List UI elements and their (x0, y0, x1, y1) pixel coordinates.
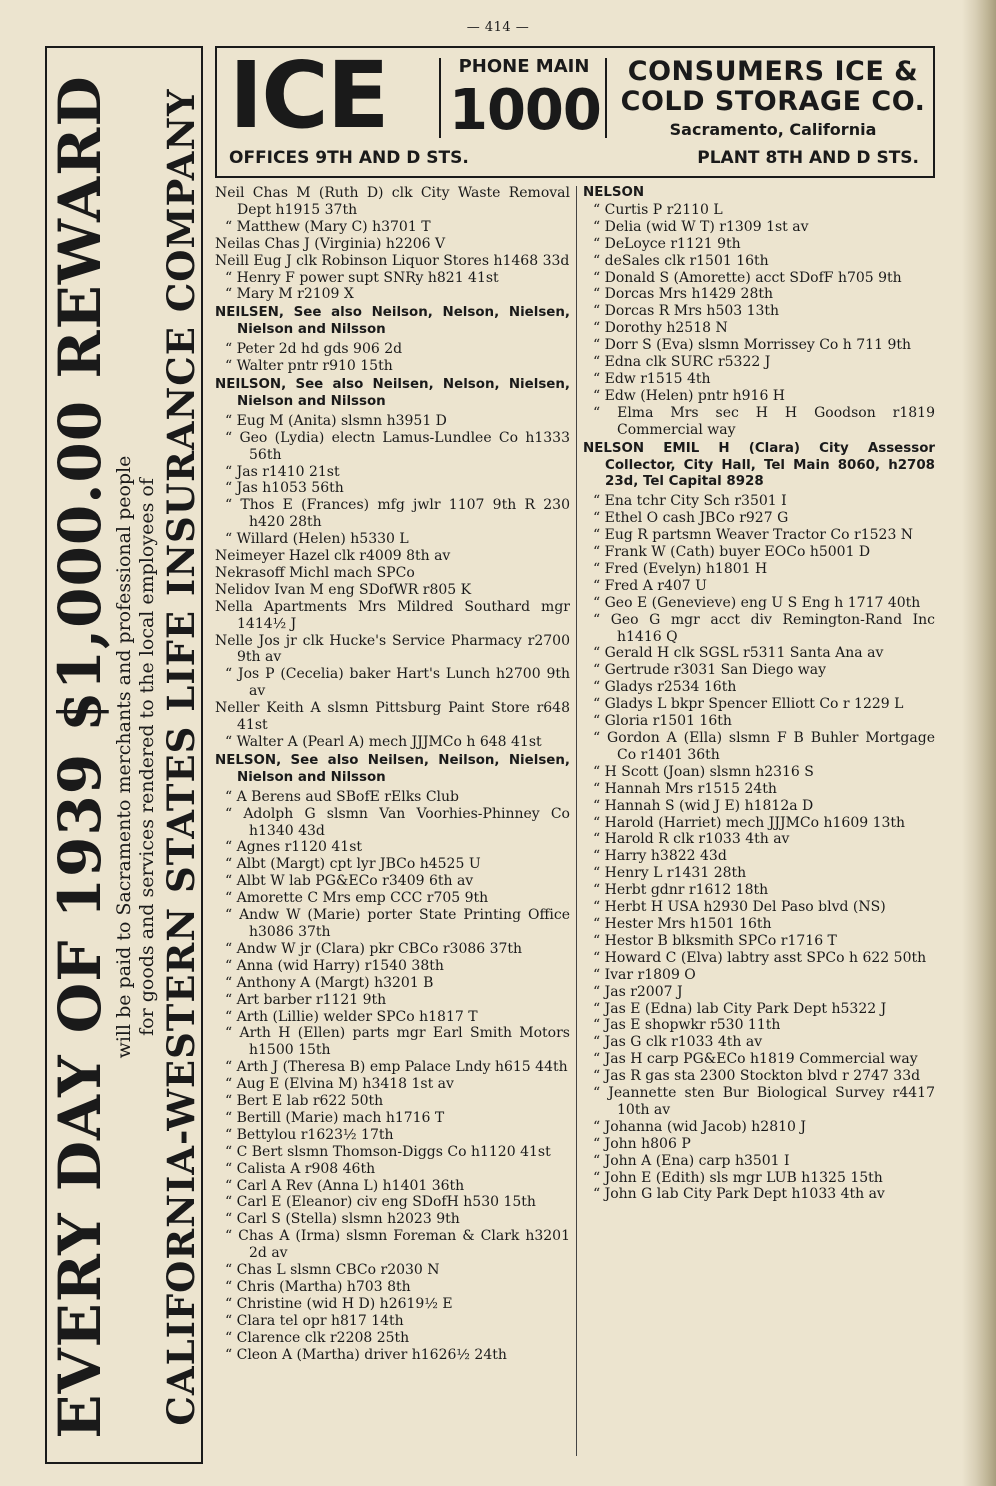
directory-entry: “ Gertrude r3031 San Diego way (593, 662, 827, 679)
directory-entry: “ Carl A Rev (Anna L) h1401 36th (225, 1177, 465, 1194)
directory-entry: “ Christine (wid H D) h2619½ E (225, 1295, 453, 1312)
directory-entry: “ Albt (Margt) cpt lyr JBCo h4525 U (225, 856, 481, 873)
side-ad-line-2: will be paid to Sacramento merchants and professional people (112, 455, 135, 1059)
directory-entry: “ Dorothy h2518 N (593, 320, 728, 337)
page-edge-shadow (962, 0, 996, 1486)
directory-heading: NELSON EMIL H (Clara) City Assessor Collector, City Hall, Tel Main 8060, h2708 23d, Tel Capital 8928 (583, 440, 935, 490)
directory-column-right (583, 185, 935, 1203)
side-ad-headline: EVERY DAY OF 1939 $1,000.00 REWARD (46, 75, 115, 1439)
directory-entry: “ Chas L slsmn CBCo r2030 N (225, 1262, 440, 1279)
directory-entry: “ C Bert slsmn Thomson-Diggs Co h1120 41st (225, 1143, 551, 1160)
directory-entry: “ Eug M (Anita) slsmn h3951 D (225, 412, 447, 429)
directory-heading: NELSON, See also Neilsen, Neilson, Nielsen, Nielson and Nilsson (215, 752, 570, 785)
directory-entry: “ Peter 2d hd gds 906 2d (225, 341, 403, 358)
directory-entry: “ Donald S (Amorette) acct SDofF h705 9th (593, 269, 902, 286)
directory-heading: NEILSEN, See also Neilson, Nelson, Nielsen, Nielson and Nilsson (215, 305, 570, 338)
directory-entry: “ Hannah Mrs r1515 24th (593, 780, 777, 797)
directory-entry: Neilas Chas J (Virginia) h2206 V (215, 235, 446, 252)
directory-entry: “ Andw W jr (Clara) pkr CBCo r3086 37th (225, 940, 523, 957)
directory-entry: “ Jeannette sten Bur Biological Survey r4417 10th av (593, 1085, 935, 1118)
directory-entry: “ Clarence clk r2208 25th (225, 1329, 410, 1346)
directory-entry: “ H Scott (Joan) slsmn h2316 S (593, 763, 814, 780)
directory-entry: “ Clara tel opr h817 14th (225, 1312, 404, 1329)
directory-entry: “ A Berens aud SBofE rElks Club (225, 788, 459, 805)
directory-entry: Nelidov Ivan M eng SDofWR r805 K (215, 581, 472, 598)
column-divider (576, 186, 577, 1456)
directory-entry: “ Albt W lab PG&ECo r3409 6th av (225, 873, 474, 890)
directory-entry: “ Anna (wid Harry) r1540 38th (225, 957, 444, 974)
directory-entry: “ Bettylou r1623½ 17th (225, 1126, 394, 1143)
ice-ad-offices: OFFICES 9TH AND D STS. (229, 148, 469, 168)
directory-entry: “ Geo (Lydia) electn Lamus-Lundlee Co h1333 56th (225, 429, 570, 463)
directory-entry: “ Anthony A (Margt) h3201 B (225, 974, 434, 991)
directory-entry: “ Ena tchr City Sch r3501 I (593, 493, 787, 510)
directory-entry: “ Howard C (Elva) labtry asst SPCo h 622 50th (593, 949, 927, 966)
ice-ad-divider (439, 58, 441, 138)
side-ad-rotated-text (47, 48, 205, 1466)
ice-ad-divider (605, 58, 607, 138)
directory-entry: “ Willard (Helen) h5330 L (225, 531, 409, 548)
directory-entry: “ Geo E (Genevieve) eng U S Eng h 1717 40th (593, 594, 921, 611)
directory-entry: “ John h806 P (593, 1135, 691, 1152)
ice-ad-plant: PLANT 8TH AND D STS. (697, 148, 919, 168)
directory-entry: Nekrasoff Michl mach SPCo (215, 564, 415, 581)
directory-entry: “ Elma Mrs sec H H Goodson r1819 Commercial way (593, 404, 935, 438)
directory-entry: “ Jas H carp PG&ECo h1819 Commercial way (593, 1051, 918, 1068)
directory-entry: “ Bertill (Marie) mach h1716 T (225, 1109, 445, 1126)
directory-entry: “ Walter pntr r910 15th (225, 358, 393, 375)
directory-entry: “ Jas r1410 21st (225, 463, 340, 480)
directory-entry: “ Ethel O cash JBCo r927 G (593, 510, 789, 527)
directory-entry: “ Gloria r1501 16th (593, 713, 732, 730)
directory-entry: “ Amorette C Mrs emp CCC r705 9th (225, 890, 489, 907)
directory-entry: Nella Apartments Mrs Mildred Southard mgr 1414½ J (215, 598, 570, 632)
directory-entry: “ Calista A r908 46th (225, 1160, 376, 1177)
directory-entry: “ Jas R gas sta 2300 Stockton blvd r 2747 33d (593, 1068, 921, 1085)
directory-entry: “ Arth H (Ellen) parts mgr Earl Smith Motors h1500 15th (225, 1025, 570, 1059)
directory-entry: Neil Chas M (Ruth D) clk City Waste Removal Dept h1915 37th (215, 185, 570, 218)
directory-entry: “ Mary M r2109 X (225, 286, 354, 303)
directory-entry: “ Thos E (Frances) mfg jwlr 1107 9th R 230 h420 28th (225, 497, 570, 531)
directory-entry: “ Henry L r1431 28th (593, 865, 747, 882)
directory-entry: “ Dorr S (Eva) slsmn Morrissey Co h 711 9th (593, 337, 911, 354)
side-ad-company: CALIFORNIA-WESTERN STATES LIFE INSURANCE COMPANY (159, 88, 204, 1426)
directory-entry: “ Johanna (wid Jacob) h2810 J (593, 1118, 806, 1135)
ice-ad-phone-number: 1000 (449, 78, 601, 143)
directory-entry: “ Dorcas R Mrs h503 13th (593, 303, 780, 320)
directory-entry: “ Arth (Lillie) welder SPCo h1817 T (225, 1008, 478, 1025)
directory-entry: “ Bert E lab r622 50th (225, 1093, 384, 1110)
page-number: — 414 — (466, 20, 530, 35)
directory-entry: “ Carl S (Stella) slsmn h2023 9th (225, 1211, 460, 1228)
directory-entry: “ Edna clk SURC r5322 J (593, 354, 771, 371)
directory-entry: “ Frank W (Cath) buyer EOCo h5001 D (593, 544, 871, 561)
ice-ad-city: Sacramento, California (669, 120, 877, 139)
directory-entry: “ Art barber r1121 9th (225, 991, 387, 1008)
directory-entry: “ DeLoyce r1121 9th (593, 235, 741, 252)
directory-entry: “ Jas h1053 56th (225, 480, 344, 497)
side-advertisement (45, 46, 203, 1464)
directory-entry: “ Jas G clk r1033 4th av (593, 1034, 763, 1051)
directory-entry: “ Harry h3822 43d (593, 848, 727, 865)
directory-entry: “ Cleon A (Martha) driver h1626½ 24th (225, 1346, 507, 1363)
ice-ad-company-line-1: CONSUMERS ICE & (627, 56, 919, 87)
directory-entry: “ Aug E (Elvina M) h3418 1st av (225, 1076, 454, 1093)
directory-entry: “ Eug R partsmn Weaver Tractor Co r1523 N (593, 527, 914, 544)
continued-heading: NELSON (583, 185, 645, 200)
directory-entry: “ Chas A (Irma) slsmn Foreman & Clark h3201 2d av (225, 1228, 570, 1262)
directory-entry: “ Herbt H USA h2930 Del Paso blvd (NS) (593, 899, 886, 916)
directory-entry: “ Chris (Martha) h703 8th (225, 1279, 411, 1295)
directory-entry: “ Harold (Harriet) mech JJJMCo h1609 13th (593, 814, 906, 831)
directory-entry: “ Matthew (Mary C) h3701 T (225, 218, 431, 235)
directory-entry: “ Hannah S (wid J E) h1812a D (593, 797, 814, 814)
directory-entry: “ Fred A r407 U (593, 577, 707, 594)
directory-entry: “ Dorcas Mrs h1429 28th (593, 286, 773, 303)
directory-entry: Nelle Jos jr clk Hucke's Service Pharmacy r2700 9th av (215, 632, 570, 666)
directory-entry: “ Hestor B blksmith SPCo r1716 T (593, 932, 837, 949)
directory-entry: “ Carl E (Eleanor) civ eng SDofH h530 15th (225, 1194, 536, 1211)
directory-entry: “ Geo G mgr acct div Remington-Rand Inc h1416 Q (593, 611, 935, 645)
directory-entry: “ Gladys r2534 16th (593, 679, 737, 696)
directory-entry: “ Andw W (Marie) porter State Printing Office h3086 37th (225, 907, 570, 940)
directory-entry: “ John E (Edith) sls mgr LUB h1325 15th (593, 1169, 883, 1186)
directory-entry: “ Gladys L bkpr Spencer Elliott Co r 1229 L (593, 696, 904, 713)
directory-column-left (215, 185, 570, 1364)
directory-entry: “ Jos P (Cecelia) baker Hart's Lunch h2700 9th av (225, 666, 570, 700)
directory-entry: “ Adolph G slsmn Van Voorhies-Phinney Co h1340 43d (225, 805, 570, 839)
directory-entry: “ Gordon A (Ella) slsmn F B Buhler Mortgage Co r1401 36th (593, 730, 935, 763)
directory-entry: “ Hester Mrs h1501 16th (593, 915, 772, 932)
directory-entry: “ Jas r2007 J (593, 983, 683, 1000)
ice-ad-phone-label: PHONE MAIN (458, 56, 590, 77)
directory-entry: “ Henry F power supt SNRy h821 41st (225, 269, 499, 286)
directory-entry: Neller Keith A slsmn Pittsburg Paint Store r648 41st (215, 700, 570, 734)
directory-entry: “ Harold R clk r1033 4th av (593, 831, 790, 848)
directory-entry: “ Walter A (Pearl A) mech JJJMCo h 648 41st (225, 734, 542, 750)
directory-entry: Neill Eug J clk Robinson Liquor Stores h1468 33d (215, 252, 570, 269)
directory-entry: “ Ivar r1809 O (593, 966, 696, 983)
ice-ad-word: ICE (229, 42, 388, 149)
directory-entry: “ Arth J (Theresa B) emp Palace Lndy h615 44th (225, 1059, 568, 1076)
directory-heading: NEILSON, See also Neilsen, Nelson, Nielsen, Nielson and Nilsson (215, 376, 570, 409)
directory-entry: “ Herbt gdnr r1612 18th (593, 882, 769, 899)
ice-ad-company-line-2: COLD STORAGE CO. (620, 86, 926, 117)
directory-entry: Neimeyer Hazel clk r4009 8th av (215, 548, 451, 565)
directory-entry: “ Fred (Evelyn) h1801 H (593, 560, 768, 577)
directory-entry: “ John A (Ena) carp h3501 I (593, 1152, 790, 1169)
side-ad-line-3: for goods and services rendered to the local employees of (135, 478, 158, 1036)
directory-entry: “ Edw r1515 4th (593, 370, 711, 387)
directory-entry: “ John G lab City Park Dept h1033 4th av (593, 1186, 885, 1203)
directory-entry: “ Curtis P r2110 L (593, 201, 723, 218)
directory-entry: “ Delia (wid W T) r1309 1st av (593, 218, 809, 235)
ice-advertisement (215, 42, 935, 178)
directory-entry: “ Jas E shopwkr r530 11th (593, 1017, 781, 1034)
directory-entry: “ Jas E (Edna) lab City Park Dept h5322 J (593, 1000, 887, 1017)
directory-entry: “ Gerald H clk SGSL r5311 Santa Ana av (593, 645, 884, 662)
directory-entry: “ deSales clk r1501 16th (593, 252, 769, 269)
directory-entry: “ Agnes r1120 41st (225, 839, 363, 856)
directory-entry: “ Edw (Helen) pntr h916 H (593, 387, 786, 404)
